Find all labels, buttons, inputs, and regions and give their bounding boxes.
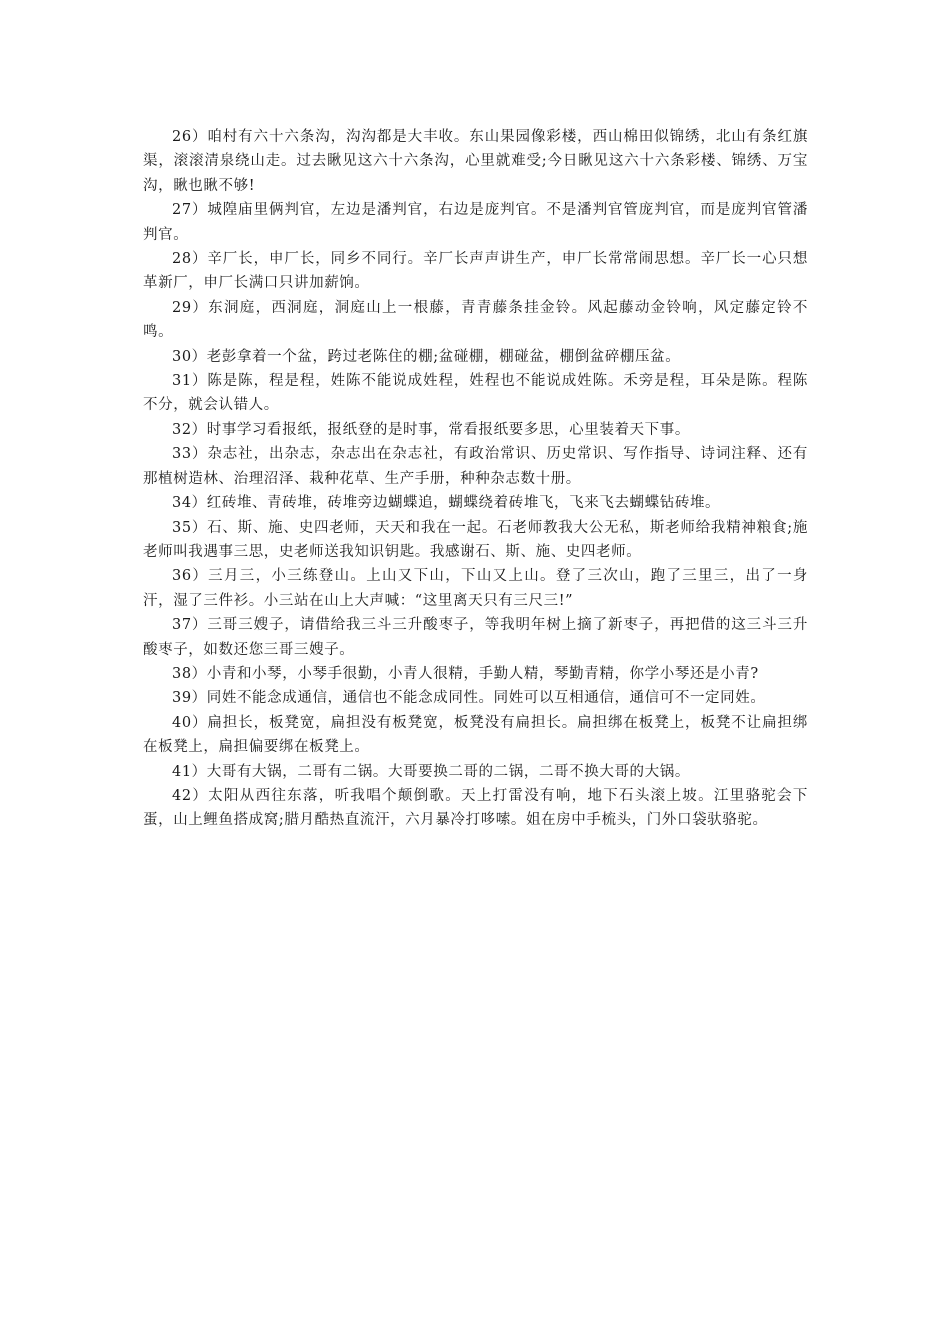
paragraph-41: 41）大哥有大锅，二哥有二锅。大哥要换二哥的二锅，二哥不换大哥的大锅。 — [172, 763, 690, 780]
paragraph-39: 39）同姓不能念成通信，通信也不能念成同性。同姓可以互相通信，通信可不一定同姓。 — [172, 690, 766, 707]
paragraph-34: 34）红砖堆、青砖堆，砖堆旁边蝴蝶追，蝴蝶绕着砖堆飞，飞来飞去蝴蝶钻砖堆。 — [172, 495, 721, 512]
paragraph-29: 29）东洞庭，西洞庭，洞庭山上一根藤，青青藤条挂金铃。风起藤动金铃响，风定藤定铃不鸣。 — [143, 299, 808, 341]
paragraph-38: 38）小青和小琴，小琴手很勤，小青人很精，手勤人精，琴勤青精，你学小琴还是小青? — [172, 665, 759, 682]
paragraph-36: 36）三月三，小三练登山。上山又下山，下山又上山。登了三次山，跑了三里三，出了一身汗，湿了三件衫。小三站在山上大声喊：“这里离天只有三尺三!” — [143, 568, 808, 609]
paragraph-26: 26）咱村有六十六条沟，沟沟都是大丰收。东山果园像彩楼，西山棉田似锦绣，北山有条红旗渠，滚滚清泉绕山走。过去瞅见这六十六条沟，心里就难受;今日瞅见这六十六条彩楼、锦绣、万宝沟，瞅也瞅不够! — [143, 129, 808, 194]
paragraph-42: 42）太阳从西往东落，听我唱个颠倒歌。天上打雷没有响，地下石头滚上坡。江里骆驼会下蛋，山上鲤鱼搭成窝;腊月酷热直流汗，六月暴冷打哆嗦。姐在房中手梳头，门外口袋驮骆驼。 — [143, 787, 808, 829]
paragraph-28: 28）辛厂长，申厂长，同乡不同行。辛厂长声声讲生产，申厂长常常闹思想。辛厂长一心只想革新厂，申厂长满口只讲加薪饷。 — [143, 251, 808, 292]
paragraph-31: 31）陈是陈，程是程，姓陈不能说成姓程，姓程也不能说成姓陈。禾旁是程，耳朵是陈。程陈不分，就会认错人。 — [143, 373, 808, 414]
document-body — [143, 125, 808, 833]
paragraph-35: 35）石、斯、施、史四老师，天天和我在一起。石老师教我大公无私，斯老师给我精神粮食;施老师叫我遇事三思，史老师送我知识钥匙。我感谢石、斯、施、史四老师。 — [143, 519, 808, 560]
paragraph-37: 37）三哥三嫂子，请借给我三斗三升酸枣子，等我明年树上摘了新枣子，再把借的这三斗三升酸枣子，如数还您三哥三嫂子。 — [143, 617, 808, 658]
paragraph-40: 40）扁担长，板凳宽，扁担没有板凳宽，板凳没有扁担长。扁担绑在板凳上，板凳不让扁担绑在板凳上，扁担偏要绑在板凳上。 — [143, 714, 808, 756]
paragraph-33: 33）杂志社，出杂志，杂志出在杂志社，有政治常识、历史常识、写作指导、诗词注释、还有那植树造林、治理沼泽、栽种花草、生产手册，种种杂志数十册。 — [143, 446, 808, 487]
paragraph-27: 27）城隍庙里俩判官，左边是潘判官，右边是庞判官。不是潘判官管庞判官，而是庞判官管潘判官。 — [143, 202, 808, 243]
paragraph-30: 30）老彭拿着一个盆，跨过老陈住的棚;盆碰棚，棚碰盆，棚倒盆碎棚压盆。 — [172, 348, 681, 365]
paragraph-32: 32）时事学习看报纸，报纸登的是时事，常看报纸要多思，心里装着天下事。 — [172, 421, 690, 438]
